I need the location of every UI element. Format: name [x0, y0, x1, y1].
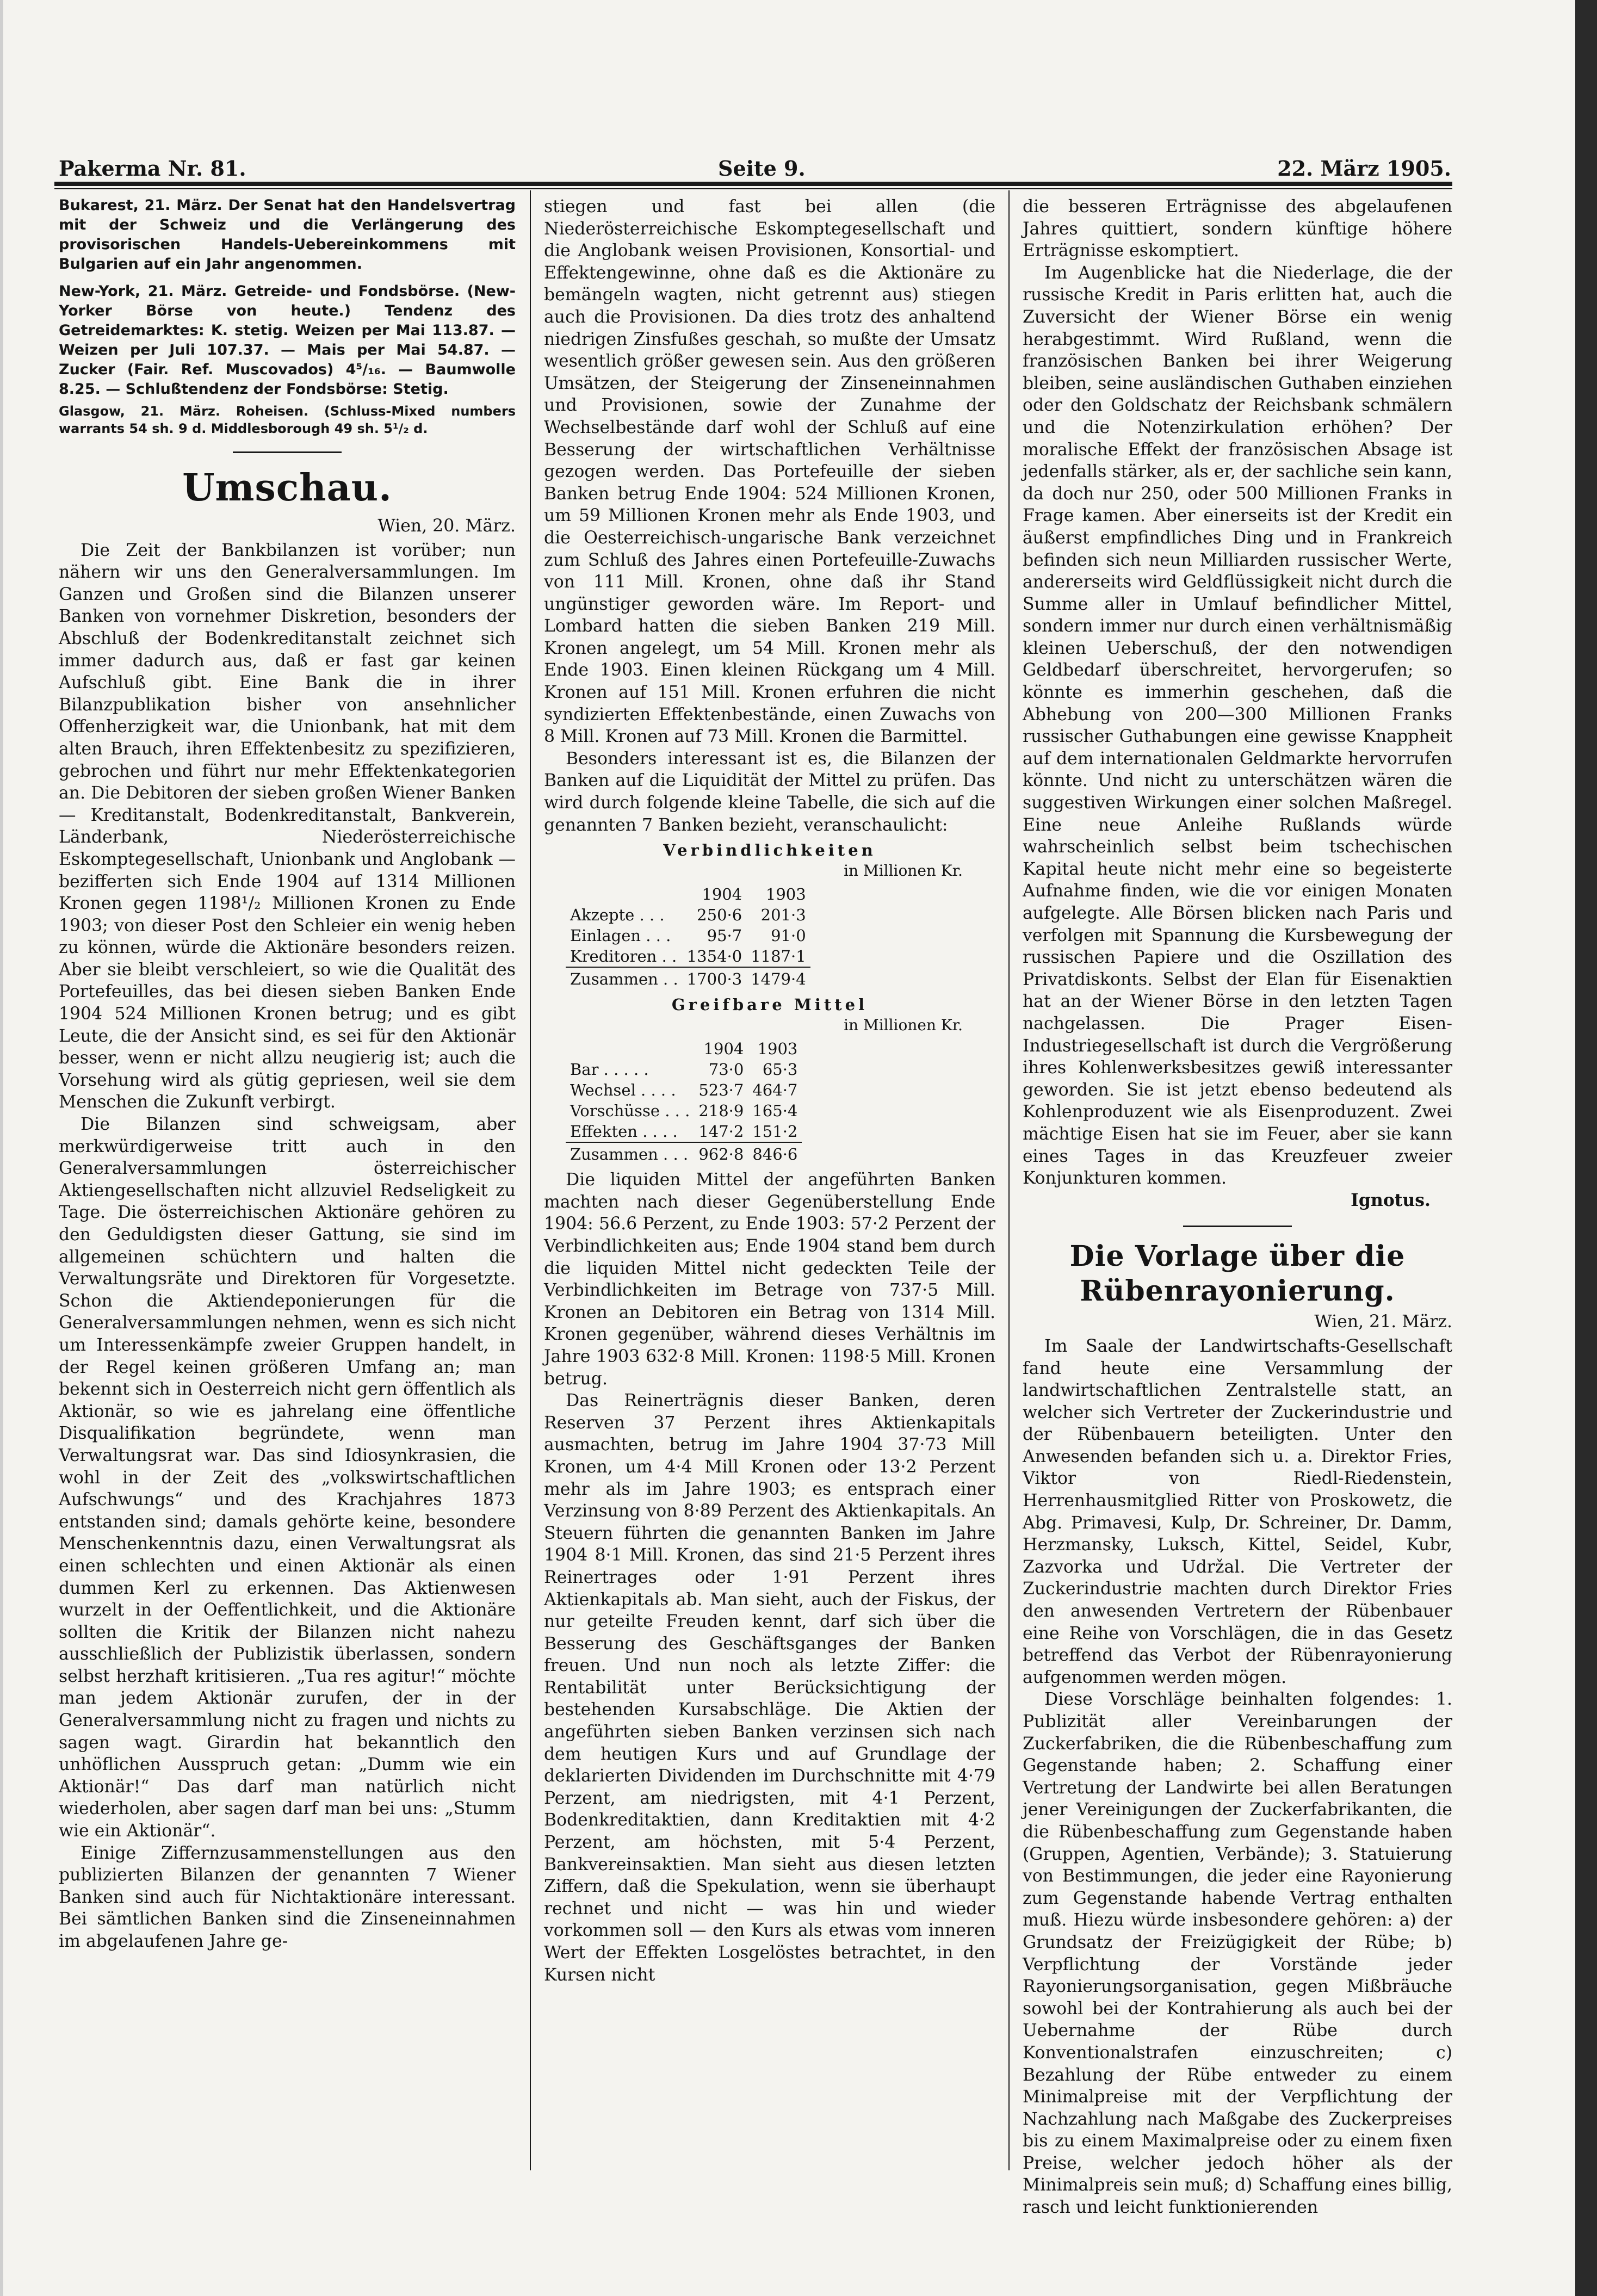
table-row: [566, 1080, 802, 1100]
separator: [1183, 1226, 1292, 1227]
article-paragraph: Das Reinerträgnis dieser Banken, deren Reserven 37 Perzent ihres Aktienkapitals ausmachten, betrug im Jahre 1904 37·73 Mill Kronen, um 4·4 Mill Kronen oder 13·2 Perzent mehr als im Jahre 1903; es entsprach einer Verzinsung von 8·89 Perzent des Aktienkapitals. An Steuern führten die genannten Banken im Jahre 1904 8·1 Mill. Kronen, das sind 21·5 Perzent ihres Reinertrages oder 1·91 Perzent ihres Aktienkapitals ab. Man sieht, auch der Fiskus, der nur geteilte Freuden kennt, darf sich über die Besserung des Geschäftsganges der Banken freuen. Und nun noch als letzte Ziffer: die Rentabilität unter Berücksichtigung der bestehenden Kursabschläge. Die Aktien der angeführten sieben Banken verzinsen sich nach dem heutigen Kurs und auf Grundlage der deklarierten Dividenden im Durchschnitte mit 4·79 Perzent, am niedrigsten, mit 4·1 Perzent, Bodenkreditaktien, dann Kreditaktien mit 4·2 Perzent, am höchsten, mit 5·4 Perzent, Bankvereinsaktien. Man sieht aus diesen letzten Ziffern, daß die Spekulation, wenn sie überhaupt rechnet und nicht — was hin und wieder vorkommen soll — den Kurs als etwas vom inneren Wert der Effekten Losgelöstes betrachtet, in den Kursen nicht: [544, 1391, 995, 1985]
table-title-liquid-assets: Greifbare Mittel: [671, 995, 868, 1014]
author-signature: Ignotus.: [1351, 1190, 1431, 1210]
row-label: Effekten . . . .: [570, 1122, 678, 1141]
table-header-row: [566, 884, 810, 905]
scan-edge-right: [1575, 0, 1597, 2296]
table-row: [566, 946, 810, 967]
separator: [233, 451, 342, 453]
cell-1904: 1354·0: [686, 947, 742, 966]
article-paragraph: Im Augenblicke hat die Niederlage, die der russische Kredit in Paris erlitten hat, auch die Zuversicht der Wiener Börse ein wenig herabgestimmt. Wird Rußland, wenn die französischen Banken bei ihrer Weigerung bleiben, seine ausländischen Guthaben einziehen oder den Goldschatz der Reichsbank schmälern und die Notenzirkulation erhöhen? Der moralische Effekt der französischen Absage ist jedenfalls stärker, als er, der sachliche sein kann, da doch nur 250, oder 500 Millionen Franks in Frage kamen. Aber einerseits ist der Kredit ein äußerst empfindliches Ding und in Frankreich befinden sich neun Milliarden russischer Werte, andererseits wird Geldflüssigkeit nicht durch die Summe aller in Umlauf befindlicher Mittel, sondern immer nur durch einen verhältnismäßig kleinen Ueberschuß, der den notwendigen Geldbedarf überschreitet, hervorgerufen; so könnte es immerhin geschehen, daß die Abhebung von 200—300 Millionen Franks russischer Guthabungen eine gewisse Knappheit auf dem internationalen Geldmarkte hervorrufen könnte. Und nicht zu unterschätzen wären die suggestiven Wirkungen einer solchen Maßregel. Eine neue Anleihe Rußlands würde wahrscheinlich selbst beim tschechischen Kapital heute nicht mehr eine so begeisterte Aufnahme finden, wie die vor einigen Monaten aufgelegte. Alle Börsen blicken nach Paris und verfolgen mit Spannung die Kursbewegung der russischen Papiere und die Oszillation des Privatdiskonts. Selbst der Elan für Eisenaktien hat an der Wiener Börse in den letzten Tagen nachgelassen. Die Prager Eisen-Industriegesellschaft ist durch die Vergrößerung ihres Kohlenwerksbesitzes gewiß interessanter geworden. Sie ist jetzt ebenso bedeutend als Kohlenproduzent wie als Eisenproduzent. Zwei mächtige Eisen hat sie im Feuer, aber sie kann eines Tages in das Kreuzfeuer zweier Konjunkturen kommen.: [1023, 263, 1452, 1189]
article-paragraph: die besseren Erträgnisse des abgelaufenen Jahres quittiert, sondern künftige höhere Erträgnisse eskomptiert.: [1023, 197, 1452, 261]
article-paragraph: Diese Vorschläge beinhalten folgendes: 1. Publizität aller Vereinbarungen der Zuckerfabriken, die die Rübenbeschaffung zum Gegenstande haben; 2. Schaffung einer Vertretung der Landwirte bei allen Beratungen jener Vereinigungen der Zuckerfabrikanten, die die Rübenbeschaffung zum Gegenstande haben (Gruppen, Agentien, Verbände); 3. Statuierung von Bestimmungen, die jeder eine Rayonierung zum Gegenstande habende Vertrag enthalten muß. Hiezu würde insbesondere gehören: a) der Grundsatz der Freizügigkeit der Rübe; b) Verpflichtung der Vorstände jeder Rayonierungsorganisation, gegen Mißbräuche sowohl bei der Kontrahierung als auch bei der Uebernahme der Rübe durch Konventionalstrafen einzuschreiten; c) Bezahlung der Rübe entweder zu einem Minimalpreise mit der Verpflichtung der Nachzahlung nach Maßgabe des Zuckerpreises bis zu einem Maximalpreise oder zu einem fixen Preise, welcher jedoch höher als der Minimalpreis sein muß; d) Schaffung eines billig, rasch und leicht funktionierenden: [1023, 1689, 1452, 2218]
header-rule-thin: [54, 188, 1452, 189]
table-row: [566, 1121, 802, 1142]
header-issue: Pakerma Nr. 81.: [59, 156, 246, 181]
cell-1903: 165·4: [752, 1101, 798, 1121]
cell-1903: 846·6: [748, 1142, 802, 1165]
telegram-news: [59, 196, 516, 437]
year-header: 1904: [703, 1039, 744, 1059]
row-label: Zusammen . . .: [566, 1142, 694, 1165]
row-label: Akzepte . . .: [570, 906, 665, 925]
row-label: Kreditoren . .: [570, 947, 677, 966]
header-date: 22. März 1905.: [1277, 156, 1451, 181]
liquid-assets-table: [566, 1038, 802, 1165]
row-label: Wechsel . . . .: [570, 1081, 676, 1100]
table-row: [566, 1100, 802, 1121]
article-paragraph: Im Saale der Landwirtschafts-Gesellschaft fand heute eine Versammlung der landwirtschaftlichen Zentralstelle statt, an welcher sich Vertreter der Zuckerindustrie und der Rübenbauern beteiligten. Unter den Anwesenden befanden sich u. a. Direktor Fries, Viktor von Riedl-Riedenstein, Herrenhausmitglied Ritter von Proskowetz, die Abg. Primavesi, Kulp, Dr. Schreiner, Dr. Damm, Herzmansky, Luksch, Kittel, Seidel, Kubr, Zazvorka und Udržal. Die Vertreter der Zuckerindustrie machten durch Direktor Fries den anwesenden Vertretern der Rübenbauer eine Reihe von Vorschlägen, die in das Gesetz betreffend das Verbot der Rübenrayonierung aufgenommen werden mögen.: [1023, 1336, 1452, 1687]
cell-1904: 218·9: [698, 1101, 744, 1121]
news-item-new-york: New-York, 21. März. Getreide- und Fondsbörse. (New-Yorker Börse von heute.) Tendenz des Getreidemarktes: K. stetig. Weizen per Mai 113.87. — Weizen per Juli 107.37. — Mais per Mai 54.87. — Zucker (Fair. Ref. Muscovados) 4⁵/₁₆. — Baumwolle 8.25. — Schlußtendenz der Fondsbörse: Stetig.: [59, 283, 516, 398]
article-paragraph: Die Bilanzen sind schweigsam, aber merkwürdigerweise tritt auch in den Generalversammlungen österreichischer Aktiengesellschaften nicht allzuviel Redseligkeit zu Tage. Die österreichischen Aktionäre gehören zu den Geduldigsten dieser Gattung, sie sind im allgemeinen schüchtern und halten die Verwaltungsräte und Direktoren für Vorgesetzte. Schon die Aktiendeponierungen für die Generalversammlungen nehmen, wenn es sich nicht um Interessenkämpfe zweier Gruppen handelt, in der Regel keinen größeren Umfang an; man bekennt sich in Oesterreich nicht gern öffentlich als Aktionär, so wie es jahrelang eine öffentliche Disqualifikation begründete, wenn man Verwaltungsrat war. Das sind Idiosynkrasien, die wohl in der Zeit des „volkswirtschaftlichen Aufschwungs“ und des Krachjahres 1873 entstanden sind; damals gehörte keine, besondere Menschenkenntnis dazu, einen Verwaltungsrat als einen schlechten und einen Aktionär als einen dummen Kerl zu erkennen. Das Aktienwesen wurzelt in der Oeffentlichkeit, und die Aktionäre sollten die Kritik der Bilanzen nicht nahezu ausschließlich der Publizistik überlassen, sondern selbst herzhaft kritisieren. „Tua res agitur!“ möchte man jedem Aktionär zurufen, der in der Generalversammlung nicht zu fragen und nichts zu sagen wagt. Girardin hat bekanntlich den unhöflichen Ausspruch getan: „Dumm wie ein Aktionär!“ Das darf man natürlich nicht wiederholen, aber sagen darf man bei uns: „Stumm wie ein Aktionär“.: [59, 1115, 516, 1841]
cell-1903: 151·2: [752, 1122, 798, 1141]
cell-1903: 201·3: [760, 906, 806, 925]
table-total-row: [566, 1142, 802, 1165]
cell-1904: 73·0: [708, 1060, 744, 1079]
table-header-row: [566, 1038, 802, 1059]
table-row: [566, 1059, 802, 1080]
year-header: 1903: [757, 1039, 798, 1059]
header-page-number: Seite 9.: [718, 156, 806, 181]
table-unit: in Millionen Kr.: [844, 1016, 963, 1035]
table-row: [566, 905, 810, 925]
cell-1903: 65·3: [762, 1060, 798, 1079]
article-paragraph: Die liquiden Mittel der angeführten Banken machten nach dieser Gegenüberstellung Ende 1904: 56.6 Perzent, zu Ende 1903: 57·2 Perzent der Verbindlichkeiten aus; Ende 1904 stand bem durch die liquiden Mittel nicht gedeckten Teile der Verbindlichkeiten im Betrage von 737·5 Mill. Kronen an Debitoren ein Betrag von 1314 Mill. Kronen gegenüber, während dieses Verhältnis im Jahre 1903 632·8 Mill. Kronen: 1198·5 Mill. Kronen betrug.: [544, 1170, 995, 1389]
article-dateline: Wien, 21. März.: [1314, 1312, 1452, 1332]
column-divider: [1008, 190, 1010, 2170]
cell-1904: 95·7: [707, 926, 742, 945]
row-label: Vorschüsse . . .: [570, 1101, 690, 1121]
table-title-liabilities: Verbindlichkeiten: [663, 841, 876, 860]
liabilities-table: [566, 884, 810, 989]
article-paragraph: Die Zeit der Bankbilanzen ist vorüber; nun nähern wir uns den Generalversammlungen. Im Ganzen und Großen sind die Bilanzen unserer Banken von vornehmer Diskretion, besonders der Abschluß der Bodenkreditanstalt zeichnet sich immer dadurch aus, daß er fast gar keinen Aufschluß gibt. Eine Bank die in ihrer Bilanzpublikation bisher von ansehnlicher Offenherzigkeit war, die Unionbank, hat mit dem alten Brauch, ihren Effektenbesitz zu spezifizieren, gebrochen und führt nur mehr Effektenkategorien an. Die Debitoren der sieben großen Wiener Banken — Kreditanstalt, Bodenkreditanstalt, Bankverein, Länderbank, Niederösterreichische Eskomptegesellschaft, Unionbank und Anglobank — bezifferten sich Ende 1904 auf 1314 Millionen Kronen gegen 1198¹/₂ Millionen Kronen zu Ende 1903; von dieser Post den Schleier ein wenig heben zu können, würde die Aktionäre besonders reizen. Aber sie bleibt verschleiert, so wie die Qualität des Portefeuilles, das bei diesen sieben Banken Ende 1904 524 Millionen Kronen betrug; und es gibt Leute, die der Ansicht sind, es sei für den Aktionär besser, wenn er nicht allzu neugierig ist; auch die Vorsehung wird als gütig gepriesen, weil sie dem Menschen die Zukunft verbirgt.: [59, 540, 516, 1112]
table-unit: in Millionen Kr.: [844, 862, 963, 880]
row-label: Zusammen . .: [566, 967, 683, 989]
cell-1903: 91·0: [771, 926, 806, 945]
column-divider: [530, 190, 531, 2170]
table-total-row: [566, 967, 810, 989]
cell-1904: 523·7: [698, 1081, 744, 1100]
year-header: 1903: [765, 885, 806, 904]
cell-1903: 464·7: [752, 1081, 798, 1100]
header-rule: [54, 182, 1452, 186]
year-header: 1904: [702, 885, 742, 904]
news-item-glasgow: Glasgow, 21. März. Roheisen. (Schluss-Mixed numbers warrants 54 sh. 9 d. Middlesborough 49 sh. 5¹/₂ d.: [59, 404, 516, 436]
article-headline: Umschau.: [182, 466, 392, 510]
table-row: [566, 925, 810, 946]
article-headline: Die Vorlage über die Rübenrayonierung.: [1069, 1240, 1406, 1308]
column-3: [1023, 196, 1452, 2218]
cell-1904: 962·8: [694, 1142, 748, 1165]
news-item-bukarest: Bukarest, 21. März. Der Senat hat den Handelsvertrag mit der Schweiz und die Verlängerung des provisorischen Handels-Uebereinkommens mit Bulgarien auf ein Jahr angenommen.: [59, 197, 516, 273]
cell-1904: 147·2: [698, 1122, 744, 1141]
cell-1903: 1187·1: [751, 947, 806, 966]
cell-1904: 1700·3: [683, 967, 746, 989]
row-label: Einlagen . . .: [570, 926, 671, 945]
cell-1903: 1479·4: [746, 967, 810, 989]
article-paragraph: Einige Ziffernzusammenstellungen aus den publizierten Bilanzen der genannten 7 Wiener Banken sind auch für Nichtaktionäre interessant. Bei sämtlichen Banken sind die Zinseneinnahmen im abgelaufenen Jahre ge-: [59, 1843, 516, 1951]
column-2: [544, 196, 995, 2165]
page-header: [59, 148, 1451, 181]
article-dateline: Wien, 20. März.: [377, 516, 516, 536]
scan-edge-left: [0, 0, 3, 2296]
article-paragraph: Besonders interessant ist es, die Bilanzen der Banken auf die Liquidität der Mittel zu prüfen. Das wird durch folgende kleine Tabelle, die sich auf die genannten 7 Banken bezieht, veranschaulicht:: [544, 748, 995, 835]
column-1: [59, 196, 516, 2165]
row-label: Bar . . . . .: [570, 1060, 649, 1079]
article-paragraph: stiegen und fast bei allen (die Niederösterreichische Eskomptegesellschaft und die Anglobank weisen Provisionen, Konsortial- und Effektengewinne, ohne daß es die Aktionäre zu bemängeln wagten, nicht getrennt aus) stiegen auch die Provisionen. Da dies trotz des anhaltend niedrigen Zinsfußes geschah, so mußte der Umsatz wesentlich größer gewesen sein. Aus den größeren Umsätzen, der Steigerung der Zinseneinnahmen und Provisionen, sowie der Zunahme der Wechselbestände darf wohl der Schluß auf eine Besserung der wirtschaftlichen Verhältnisse gezogen werden. Das Portefeuille der sieben Banken betrug Ende 1904: 524 Millionen Kronen, um 59 Millionen Kronen mehr als Ende 1903, und die Oesterreichisch-ungarische Bank verzeichnet zum Schluß des Jahres einen Portefeuille-Zuwachs von 111 Mill. Kronen, ohne daß ihr Stand ungünstiger geworden wäre. Im Report- und Lombard hatten die sieben Banken 219 Mill. Kronen angelegt, um 54 Mill. Kronen mehr als Ende 1903. Einen kleinen Rückgang um 4 Mill. Kronen auf 151 Mill. Kronen erfuhren die nicht syndizierten Effektenbestände, einen Zuwachs von 8 Mill. Kronen auf 73 Mill. Kronen die Barmittel.: [544, 197, 995, 747]
cell-1904: 250·6: [697, 906, 742, 925]
